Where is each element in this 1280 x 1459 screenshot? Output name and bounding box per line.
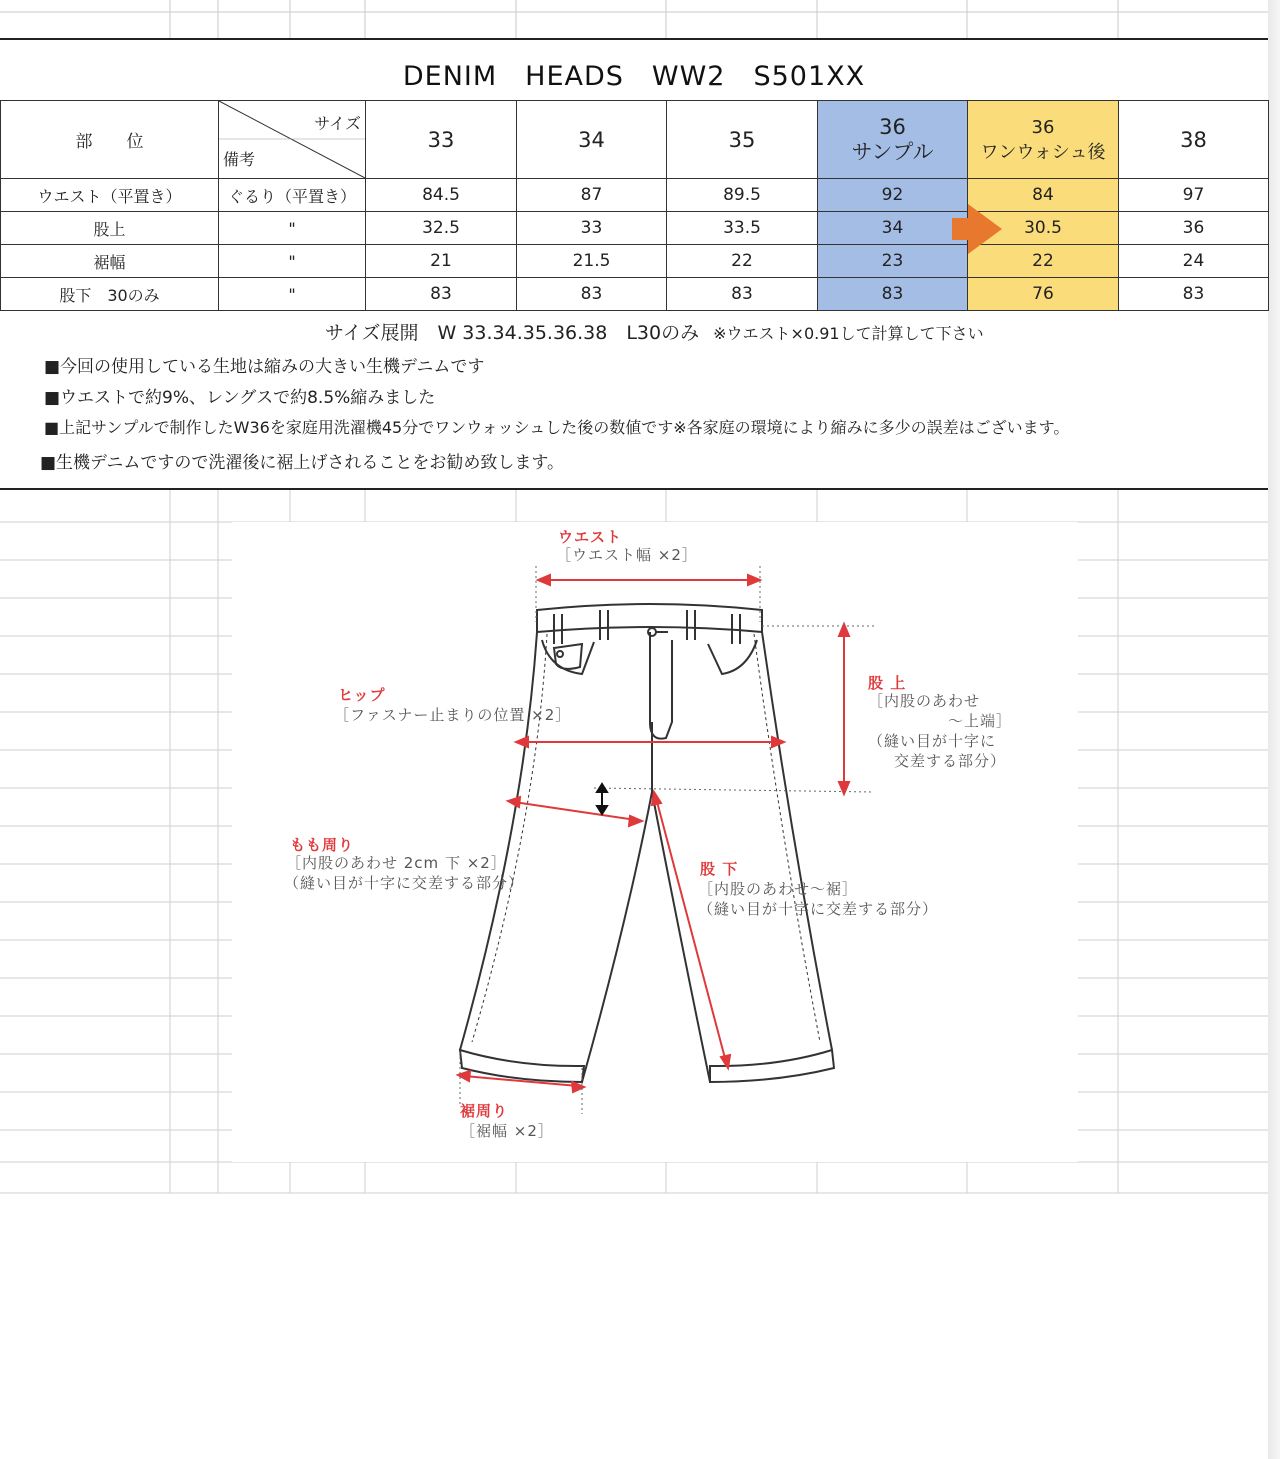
cell-value: 30.5 <box>1024 218 1062 238</box>
row-part: 裾幅 <box>1 245 219 278</box>
notes-section <box>0 314 1268 490</box>
row-remarks: " <box>219 278 366 311</box>
table-row-inseam <box>1 278 1269 311</box>
row-remarks: " <box>219 245 366 278</box>
jeans-outline-drawing <box>232 522 1078 1162</box>
label-inseam-sub1: ［内股のあわせ〜裾］ <box>698 880 859 898</box>
after-wash-size-number: 36 <box>1031 116 1055 138</box>
cell: 21 <box>366 245 517 278</box>
label-rise-sub3: （縫い目が十字に <box>868 732 997 750</box>
cell: 33 <box>517 212 667 245</box>
row-remarks: ぐるり（平置き） <box>219 179 366 212</box>
sample-size-number: 36 <box>879 114 906 139</box>
label-rise: 股 上 <box>868 674 907 692</box>
table-row-waist <box>1 179 1269 212</box>
measurement-diagram <box>232 522 1078 1162</box>
label-inseam: 股 下 <box>700 860 739 878</box>
header-size-33: 33 <box>366 101 517 179</box>
label-thigh-sub2: （縫い目が十字に交差する部分） <box>284 874 525 892</box>
cell: 87 <box>517 179 667 212</box>
header-size-label: サイズ <box>314 114 361 133</box>
label-thigh-sub1: ［内股のあわせ 2cm 下 ×2］ <box>286 854 507 872</box>
label-rise-sub2: 〜上端］ <box>948 712 1013 730</box>
label-rise-sub4: 交差する部分） <box>894 752 1007 770</box>
header-part: 部 位 <box>1 101 219 179</box>
row-part: 股上 <box>1 212 219 245</box>
cell: 21.5 <box>517 245 667 278</box>
header-size-36-after-wash <box>968 101 1119 179</box>
cell: 36 <box>1119 212 1269 245</box>
header-remarks-label: 備考 <box>223 150 256 169</box>
cell-after-wash <box>968 212 1119 245</box>
header-size-36-sample <box>818 101 968 179</box>
cell-after-wash: 84 <box>968 179 1119 212</box>
cell-sample: 23 <box>818 245 968 278</box>
header-size-38: 38 <box>1119 101 1269 179</box>
label-hip-sub: ［ファスナー止まりの位置 ×2］ <box>334 706 572 724</box>
header-size-remarks <box>219 101 366 179</box>
cell: 83 <box>667 278 818 311</box>
size-range-text: サイズ展開 W 33.34.35.36.38 L30のみ <box>325 322 700 344</box>
page-title: DENIM HEADS WW2 S501XX <box>402 61 866 92</box>
cell-after-wash: 76 <box>968 278 1119 311</box>
size-range-summary <box>325 318 984 345</box>
note-line: ■今回の使用している生地は縮みの大きい生機デニムです <box>44 357 485 377</box>
note-line: ■生機デニムですので洗濯後に裾上げされることをお勧め致します。 <box>40 453 565 473</box>
cell: 84.5 <box>366 179 517 212</box>
table-header-row <box>1 101 1269 179</box>
label-hip: ヒップ <box>338 686 386 704</box>
cell: 83 <box>517 278 667 311</box>
table-row-rise <box>1 212 1269 245</box>
note-line: ■ウエストで約9%、レングスで約8.5%縮みました <box>44 388 436 408</box>
cell: 33.5 <box>667 212 818 245</box>
label-thigh: もも周り <box>290 836 355 854</box>
cell: 83 <box>366 278 517 311</box>
after-wash-label: ワンウォシュ後 <box>980 141 1106 163</box>
row-remarks: " <box>219 212 366 245</box>
waist-calc-note: ※ウエスト×0.91して計算して下さい <box>713 324 984 343</box>
header-size-35: 35 <box>667 101 818 179</box>
orange-arrow-icon <box>950 200 1010 258</box>
row-part: ウエスト（平置き） <box>1 179 219 212</box>
cell: 89.5 <box>667 179 818 212</box>
cell: 32.5 <box>366 212 517 245</box>
cell: 22 <box>667 245 818 278</box>
title-bar <box>0 38 1268 102</box>
size-table <box>0 100 1269 311</box>
cell: 24 <box>1119 245 1269 278</box>
label-hem-sub: ［裾幅 ×2］ <box>460 1122 554 1140</box>
label-waist: ウエスト <box>558 528 623 546</box>
label-hem: 裾周り <box>460 1102 509 1120</box>
cell: 83 <box>1119 278 1269 311</box>
header-size-34: 34 <box>517 101 667 179</box>
label-waist-sub: ［ウエスト幅 ×2］ <box>556 546 698 564</box>
cell-after-wash: 22 <box>968 245 1119 278</box>
cell: 97 <box>1119 179 1269 212</box>
page-edge-shadow <box>1268 0 1280 1459</box>
cell-sample: 34 <box>818 212 968 245</box>
cell-sample: 83 <box>818 278 968 311</box>
sample-label: サンプル <box>851 139 934 164</box>
note-line: ■上記サンプルで制作したW36を家庭用洗濯機45分でワンウォッシュした後の数値です※各家庭の環境により縮みに多少の誤差はございます。 <box>44 418 1070 437</box>
cell-sample: 92 <box>818 179 968 212</box>
label-inseam-sub2: （縫い目が十字に交差する部分） <box>698 900 939 918</box>
table-row-hem <box>1 245 1269 278</box>
row-part: 股下 30のみ <box>1 278 219 311</box>
label-rise-sub1: ［内股のあわせ <box>868 692 981 710</box>
